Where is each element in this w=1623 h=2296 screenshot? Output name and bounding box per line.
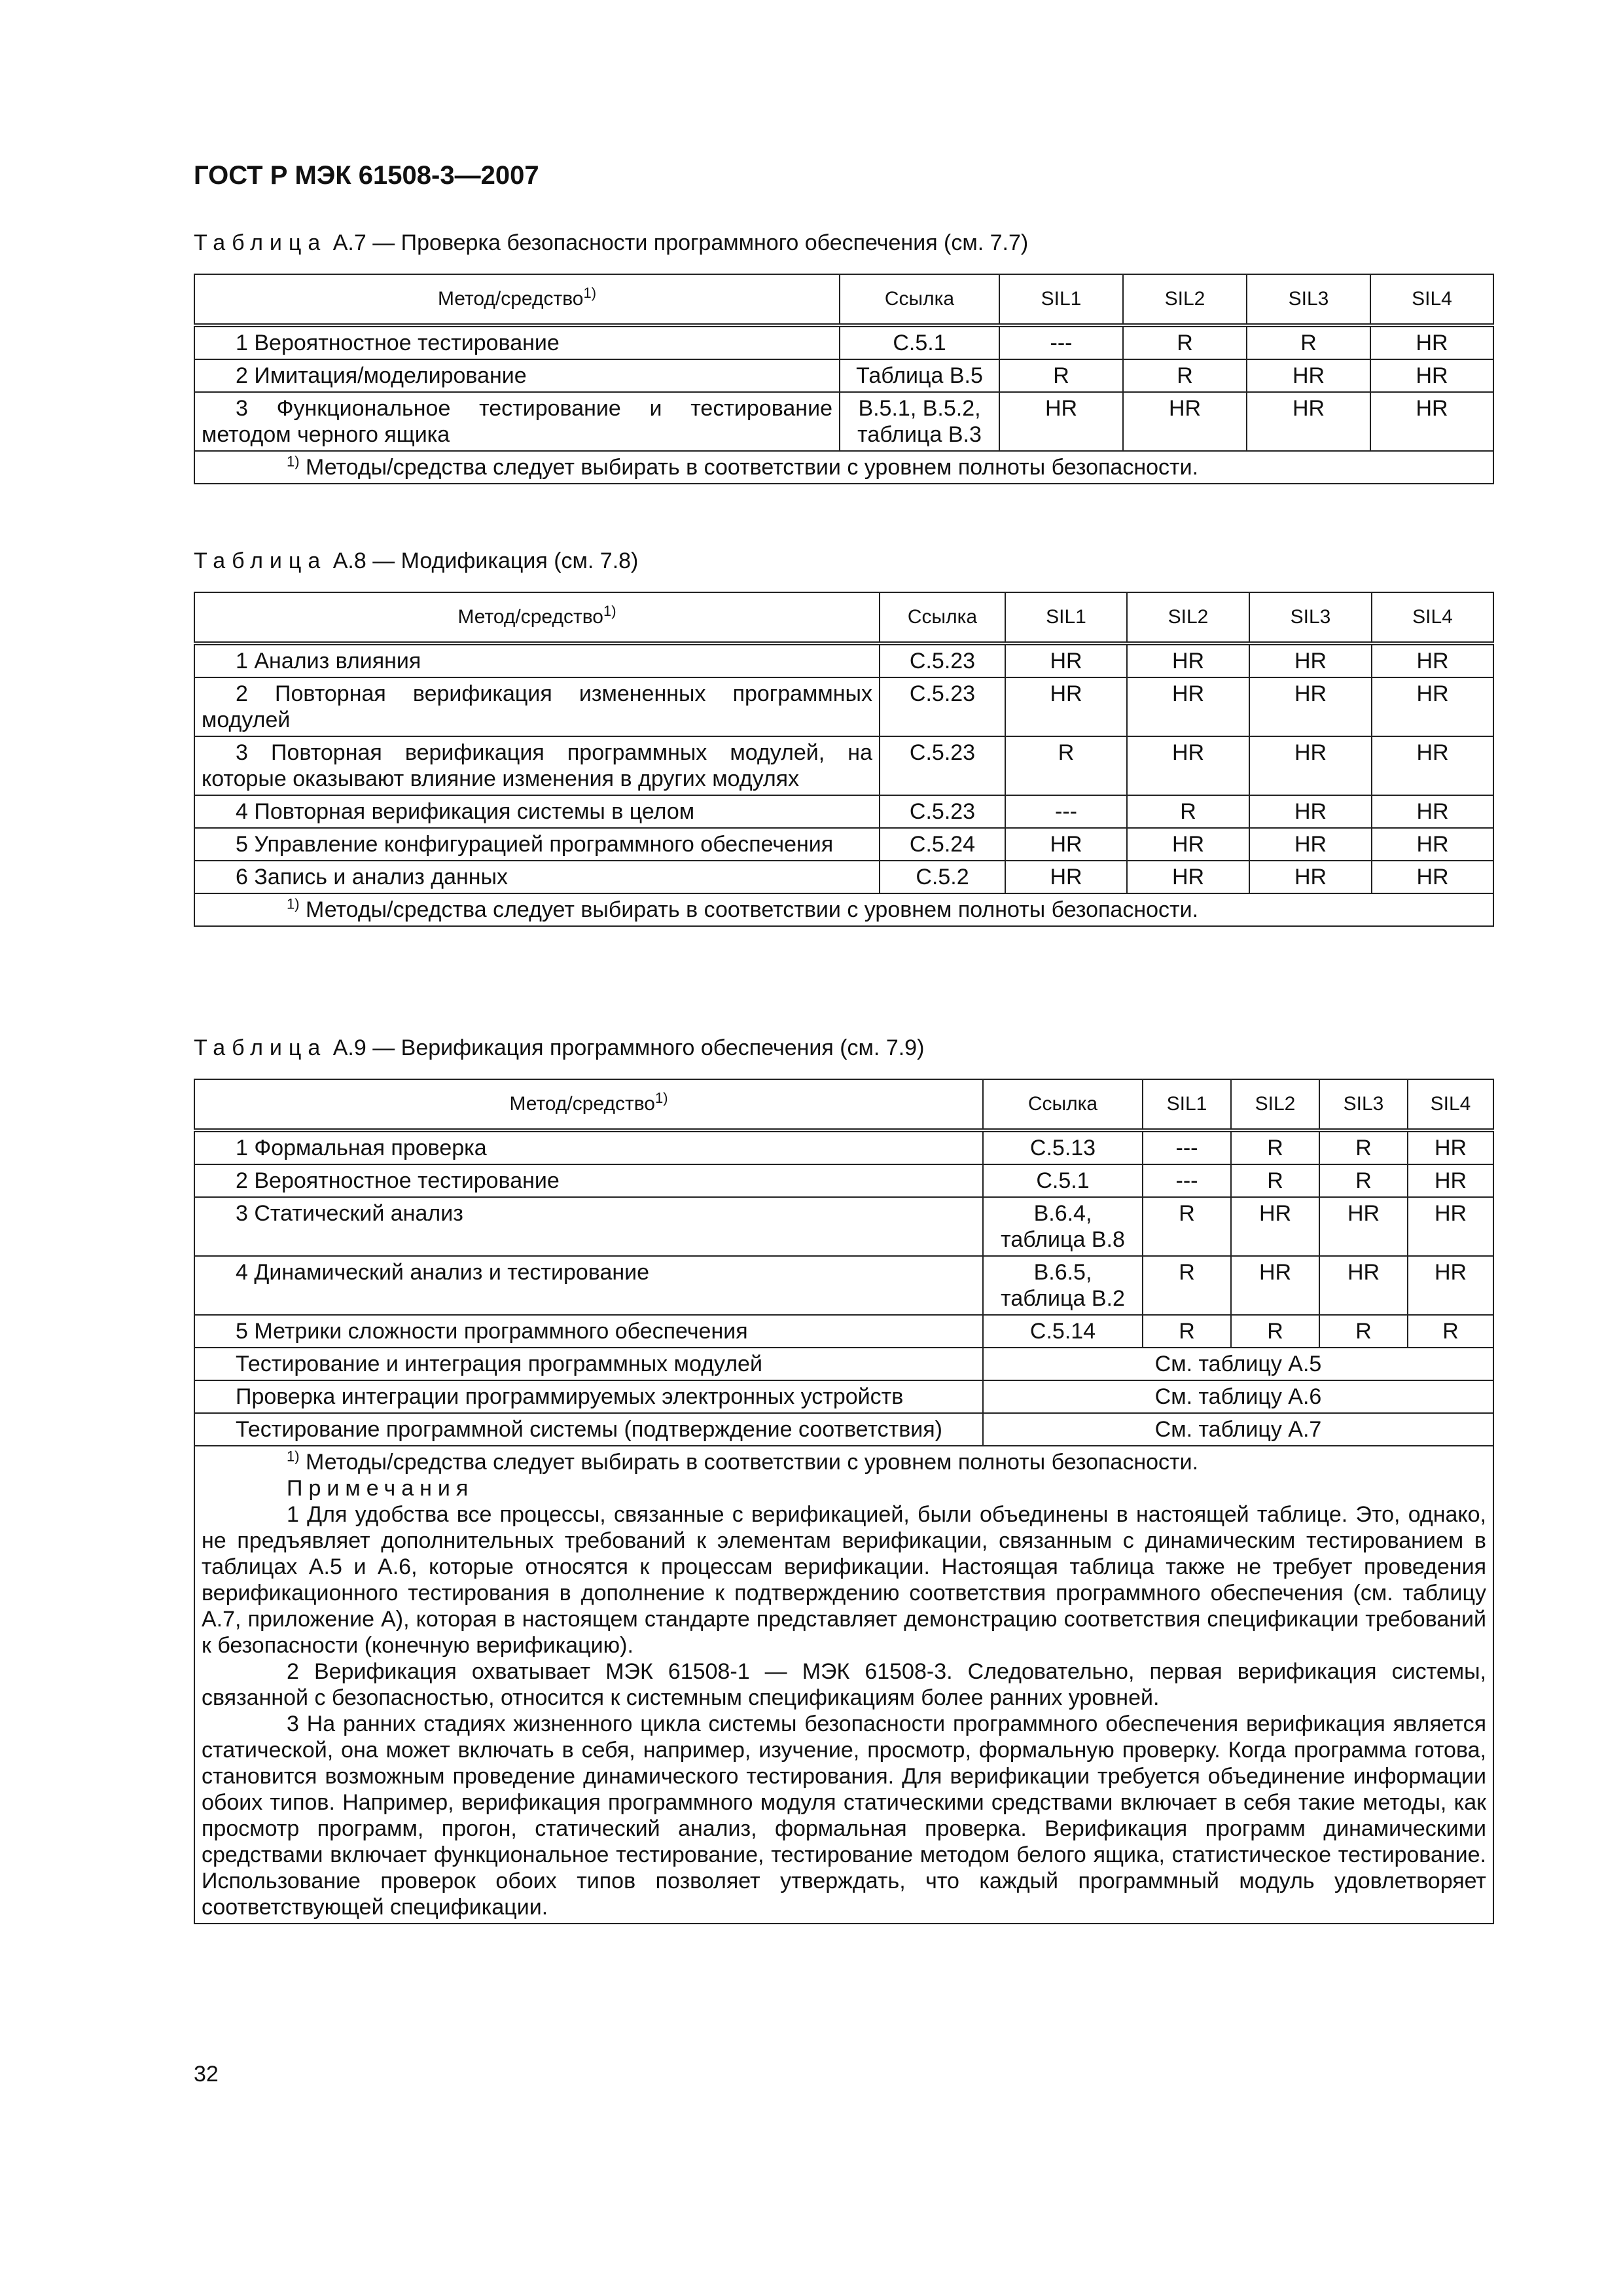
sil2-cell: HR: [1127, 861, 1249, 893]
sil1-cell: HR: [1005, 828, 1127, 861]
sil2-cell: HR: [1231, 1256, 1319, 1315]
col-header-sil4: SIL4: [1372, 592, 1493, 643]
sil2-cell: HR: [1127, 828, 1249, 861]
method-name: Повторная верификация системы в целом: [254, 799, 695, 824]
sil1-cell: ---: [1005, 795, 1127, 828]
footnote: $^{1)}$ Методы/средства следует выбирать в соответствии с уровнем полноты безопасности.: [287, 1448, 1199, 1475]
method-name: Тестирование и интеграция программных модулей: [236, 1352, 762, 1376]
footnote-cell: [194, 451, 1493, 484]
col-header-method: Метод/средство$^{1)}$: [194, 592, 880, 643]
col-header-sil2: SIL2: [1123, 274, 1247, 325]
table-row: [194, 795, 1493, 828]
sil1-cell: R: [1005, 736, 1127, 795]
table-row: [194, 643, 1493, 677]
method-cell: [194, 1164, 983, 1197]
sil3-cell: HR: [1319, 1256, 1408, 1315]
ref-cell: С.5.13: [983, 1130, 1143, 1164]
table-row: [194, 677, 1493, 736]
method-cell: [194, 1380, 983, 1413]
footnote-row: [194, 1446, 1493, 1924]
ref-cell: Таблица В.5: [840, 359, 999, 392]
crossref-cell: См. таблицу А.7: [983, 1413, 1493, 1446]
method-number: 2: [236, 363, 248, 388]
col-header-sil3: SIL3: [1247, 274, 1370, 325]
footnote: $^{1)}$ Методы/средства следует выбирать в соответствии с уровнем полноты безопасности.: [287, 895, 1199, 922]
sil2-cell: HR: [1123, 392, 1247, 451]
sil1-cell: ---: [1143, 1164, 1231, 1197]
method-name: Управление конфигурацией программного обеспечения: [254, 832, 834, 857]
caption-text: А.7 — Проверка безопасности программного обеспечения (см. 7.7): [327, 230, 1029, 255]
col-header-sil2: SIL2: [1127, 592, 1249, 643]
sil2-cell: R: [1127, 795, 1249, 828]
method-cell: [194, 1348, 983, 1380]
sil3-cell: HR: [1247, 392, 1370, 451]
col-header-sil4: SIL4: [1408, 1079, 1493, 1130]
col-header-ref: Ссылка: [983, 1079, 1143, 1130]
table-a9-caption: [194, 1035, 924, 1061]
note-item: 2 Верификация охватывает МЭК 61508-1 — МЭК 61508-3. Следовательно, первая верификация системы, связанной с безопасностью, относится к системным спецификациям более ранних уровней.: [202, 1659, 1486, 1710]
table-row: [194, 325, 1493, 359]
ref-cell: В.6.5, таблица В.2: [983, 1256, 1143, 1315]
crossref-cell: См. таблицу А.6: [983, 1380, 1493, 1413]
method-number: 3: [236, 1201, 248, 1226]
ref-cell: С.5.1: [840, 325, 999, 359]
method-number: 3: [236, 396, 248, 421]
sil3-cell: HR: [1319, 1197, 1408, 1256]
method-name: Вероятностное тестирование: [254, 1168, 560, 1193]
sil2-cell: HR: [1127, 736, 1249, 795]
method-number: 1: [236, 331, 248, 355]
table-row: [194, 1130, 1493, 1164]
sil1-cell: R: [1143, 1315, 1231, 1348]
table-a9: [194, 1079, 1494, 1924]
sil4-cell: HR: [1372, 795, 1493, 828]
table-row-crossref: [194, 1348, 1493, 1380]
table-a7-caption: [194, 230, 1028, 256]
col-header-sil1: SIL1: [1143, 1079, 1231, 1130]
page-number: 32: [194, 2062, 219, 2087]
method-cell: [194, 1130, 983, 1164]
col-header-sil3: SIL3: [1249, 592, 1372, 643]
col-header-method: Метод/средство$^{1)}$: [194, 1079, 983, 1130]
sil3-cell: HR: [1249, 795, 1372, 828]
method-number: 1: [236, 649, 248, 673]
table-a8-caption: [194, 548, 638, 574]
table-header-row: [194, 592, 1493, 643]
sil1-cell: HR: [999, 392, 1123, 451]
sil4-cell: HR: [1372, 828, 1493, 861]
table-a8: [194, 592, 1494, 927]
sil1-cell: HR: [1005, 643, 1127, 677]
ref-cell: С.5.2: [880, 861, 1005, 893]
ref-cell: В.5.1, В.5.2, таблица В.3: [840, 392, 999, 451]
method-name: Вероятностное тестирование: [254, 331, 560, 355]
sil2-cell: R: [1231, 1164, 1319, 1197]
sil3-cell: R: [1247, 325, 1370, 359]
method-name: Формальная проверка: [254, 1136, 487, 1160]
table-header-row: [194, 1079, 1493, 1130]
method-cell: [194, 643, 880, 677]
sil3-cell: R: [1319, 1130, 1408, 1164]
sil2-cell: R: [1231, 1130, 1319, 1164]
footnote-row: [194, 451, 1493, 484]
sil2-cell: HR: [1127, 643, 1249, 677]
sil1-cell: R: [1143, 1197, 1231, 1256]
table-row: [194, 828, 1493, 861]
col-header-sil4: SIL4: [1370, 274, 1493, 325]
sil1-cell: ---: [999, 325, 1123, 359]
method-cell: [194, 1197, 983, 1256]
sil4-cell: HR: [1408, 1130, 1493, 1164]
sil3-cell: HR: [1247, 359, 1370, 392]
method-name: Функциональное тестирование и тестирование методом черного ящика: [202, 396, 832, 447]
method-name: Проверка интеграции программируемых электронных устройств: [236, 1384, 904, 1409]
footnote-cell: [194, 1446, 1493, 1924]
method-cell: [194, 828, 880, 861]
ref-cell: С.5.1: [983, 1164, 1143, 1197]
col-header-ref: Ссылка: [840, 274, 999, 325]
sil3-cell: HR: [1249, 861, 1372, 893]
notes-heading: Примечания: [287, 1476, 474, 1501]
table-row: [194, 861, 1493, 893]
sil4-cell: HR: [1372, 643, 1493, 677]
method-name: Запись и анализ данных: [254, 865, 508, 889]
method-name: Динамический анализ и тестирование: [254, 1260, 650, 1285]
sil3-cell: R: [1319, 1315, 1408, 1348]
footnote: $^{1)}$ Методы/средства следует выбирать в соответствии с уровнем полноты безопасности.: [287, 453, 1199, 480]
sil3-cell: R: [1319, 1164, 1408, 1197]
method-number: 4: [236, 1260, 248, 1285]
method-cell: [194, 359, 840, 392]
sil4-cell: HR: [1372, 677, 1493, 736]
sil4-cell: HR: [1370, 392, 1493, 451]
method-name: Повторная верификация программных модулей, на которые оказывают влияние изменения в других модулях: [202, 740, 872, 791]
caption-text: А.8 — Модификация (см. 7.8): [327, 548, 639, 573]
sil3-cell: HR: [1249, 736, 1372, 795]
caption-prefix: Таблица: [194, 548, 327, 573]
table-row: [194, 736, 1493, 795]
method-cell: [194, 325, 840, 359]
method-name: Метрики сложности программного обеспечения: [254, 1319, 748, 1344]
ref-cell: С.5.23: [880, 643, 1005, 677]
method-cell: [194, 861, 880, 893]
method-cell: [194, 1256, 983, 1315]
table-a7: [194, 274, 1494, 484]
caption-text: А.9 — Верификация программного обеспечения (см. 7.9): [327, 1035, 925, 1060]
col-header-ref: Ссылка: [880, 592, 1005, 643]
table-header-row: [194, 274, 1493, 325]
table-row-crossref: [194, 1380, 1493, 1413]
table-row: [194, 1256, 1493, 1315]
method-name: Статический анализ: [254, 1201, 463, 1226]
method-number: 1: [236, 1136, 248, 1160]
sil4-cell: HR: [1370, 325, 1493, 359]
ref-cell: В.6.4, таблица В.8: [983, 1197, 1143, 1256]
sil3-cell: HR: [1249, 828, 1372, 861]
sil2-cell: R: [1231, 1315, 1319, 1348]
method-number: 5: [236, 1319, 248, 1344]
sil2-cell: R: [1123, 359, 1247, 392]
method-name: Анализ влияния: [254, 649, 421, 673]
crossref-cell: См. таблицу А.5: [983, 1348, 1493, 1380]
table-row: [194, 359, 1493, 392]
method-cell: [194, 392, 840, 451]
method-number: 4: [236, 799, 248, 824]
method-number: 2: [236, 1168, 248, 1193]
sil4-cell: HR: [1408, 1164, 1493, 1197]
table-row: [194, 1197, 1493, 1256]
table-row: [194, 392, 1493, 451]
col-header-method: Метод/средство$^{1)}$: [194, 274, 840, 325]
col-header-sil1: SIL1: [1005, 592, 1127, 643]
method-name: Повторная верификация измененных программных модулей: [202, 681, 872, 732]
ref-cell: С.5.23: [880, 677, 1005, 736]
method-number: 3: [236, 740, 248, 765]
sil2-cell: HR: [1231, 1197, 1319, 1256]
method-number: 2: [236, 681, 248, 706]
document-header: ГОСТ Р МЭК 61508-3—2007: [194, 161, 539, 190]
sil4-cell: HR: [1408, 1197, 1493, 1256]
method-name: Имитация/моделирование: [254, 363, 527, 388]
ref-cell: С.5.24: [880, 828, 1005, 861]
method-cell: [194, 1315, 983, 1348]
sil3-cell: HR: [1249, 643, 1372, 677]
col-header-sil1: SIL1: [999, 274, 1123, 325]
sil3-cell: HR: [1249, 677, 1372, 736]
method-cell: [194, 1413, 983, 1446]
sil1-cell: HR: [1005, 861, 1127, 893]
method-cell: [194, 677, 880, 736]
ref-cell: С.5.14: [983, 1315, 1143, 1348]
caption-prefix: Таблица: [194, 1035, 327, 1060]
ref-cell: С.5.23: [880, 736, 1005, 795]
sil4-cell: R: [1408, 1315, 1493, 1348]
note-item: 1 Для удобства все процессы, связанные с верификацией, были объединены в настоящей таблице. Это, однако, не предъявляет дополнительных требований к элементам верификации, связанным с динамическим тестированием в таблицах А.5 и А.6, которые относятся к процессам верификации. Настоящая таблица также не требует проведения верификационного тестирования в дополнение к подтверждению соответствия программного обеспечения (см. таблицу А.7, приложение А), которая в настоящем стандарте представляет демонстрацию соответствия спецификации требований к безопасности (конечную верификацию).: [202, 1502, 1486, 1658]
sil4-cell: HR: [1370, 359, 1493, 392]
sil4-cell: HR: [1408, 1256, 1493, 1315]
col-header-sil2: SIL2: [1231, 1079, 1319, 1130]
notes-list: [202, 1501, 1486, 1920]
caption-prefix: Таблица: [194, 230, 327, 255]
sil1-cell: HR: [1005, 677, 1127, 736]
method-name: Тестирование программной системы (подтверждение соответствия): [236, 1417, 942, 1442]
footnote-row: [194, 893, 1493, 926]
note-item: 3 На ранних стадиях жизненного цикла системы безопасности программного обеспечения верификация является статической, она может включать в себя, например, изучение, просмотр, формальную проверку. Когда программа готова, становится возможным проведение динамического тестирования. Для верификации требуется объединение информации обоих типов. Например, верификация программного модуля статическими средствами включает в себя такие методы, как просмотр программ, прогон, статический анализ, формальная проверка. Верификация программ динамическими средствами включает функциональное тестирование, тестирование методом белого ящика, статистическое тестирование. Использование проверок обоих типов позволяет утверждать, что каждый программный модуль удовлетворяет соответствующей спецификации.: [202, 1712, 1486, 1920]
sil1-cell: R: [999, 359, 1123, 392]
col-header-sil3: SIL3: [1319, 1079, 1408, 1130]
sil4-cell: HR: [1372, 736, 1493, 795]
table-row-crossref: [194, 1413, 1493, 1446]
ref-cell: С.5.23: [880, 795, 1005, 828]
sil1-cell: ---: [1143, 1130, 1231, 1164]
sil1-cell: R: [1143, 1256, 1231, 1315]
method-number: 5: [236, 832, 248, 857]
table-row: [194, 1164, 1493, 1197]
method-number: 6: [236, 865, 248, 889]
method-cell: [194, 736, 880, 795]
footnote-cell: [194, 893, 1493, 926]
sil4-cell: HR: [1372, 861, 1493, 893]
sil2-cell: R: [1123, 325, 1247, 359]
table-row: [194, 1315, 1493, 1348]
method-cell: [194, 795, 880, 828]
sil2-cell: HR: [1127, 677, 1249, 736]
